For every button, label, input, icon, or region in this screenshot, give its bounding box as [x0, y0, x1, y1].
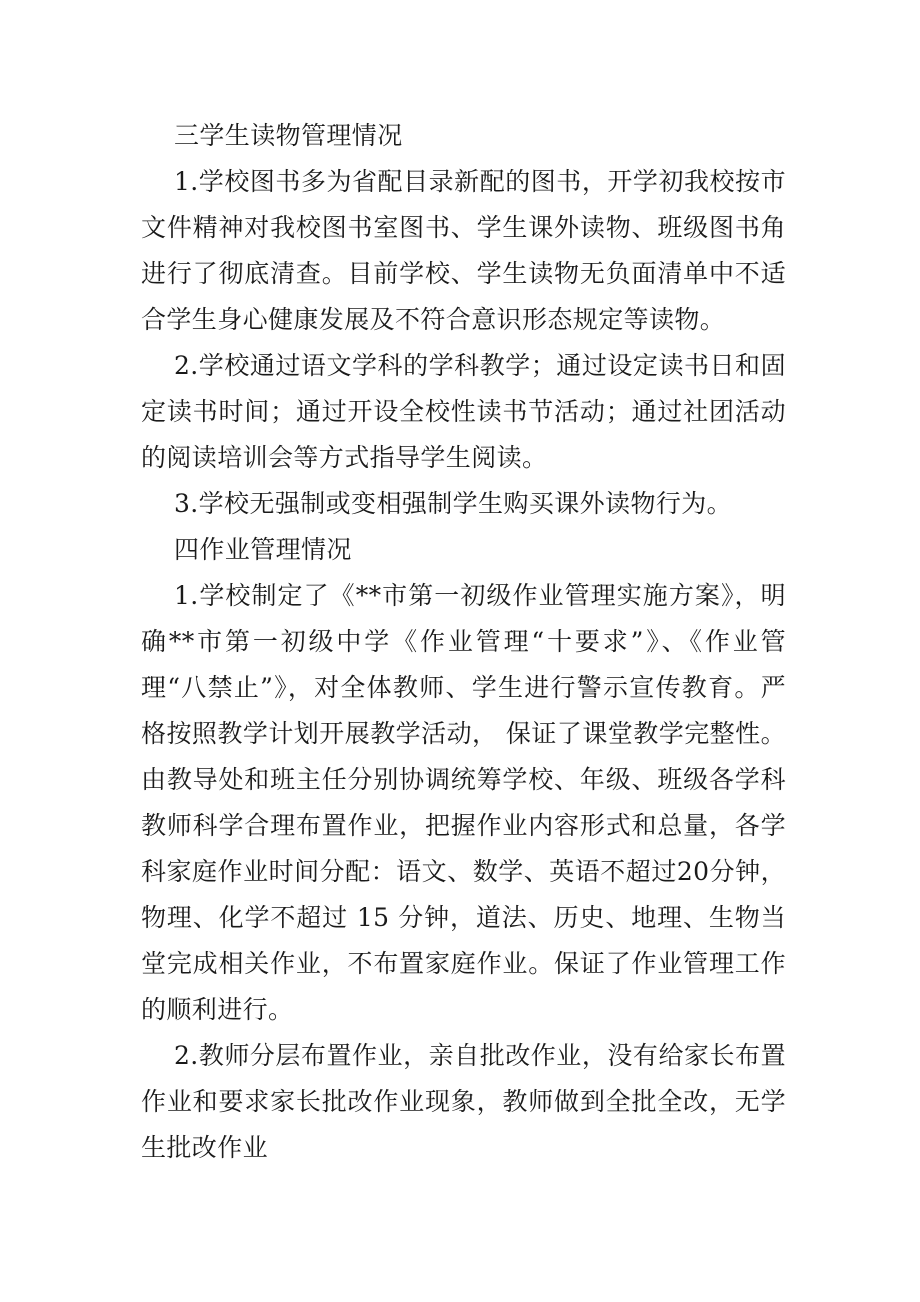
section-heading-homework: 四作业管理情况 [174, 535, 352, 564]
paragraph-reading-2: 2.学校通过语文学科的学科教学；通过设定读书日和固定读书时间；通过开设全校性读书节活动；通过社团活动的阅读培训会等方式指导学生阅读。 [141, 351, 786, 472]
paragraph-homework-1: 1.学校制定了《**市第一初级作业管理实施方案》，明确**市第一初级中学《作业管理“十要求”》、《作业管理“八禁止”》，对全体教师、学生进行警示宣传教育。严格按照教学计划开展教学活动， 保证了课堂教学完整性。由教导处和班主任分别协调统筹学校、年级、班级各学科教师科学合理布置作业，把握作业内容形式和总量，各学科家庭作业时间分配：语文、数学、英语不超过20分钟，物理、化学不超过 15 分钟，道法、历史、地理、生物当堂完成相关作业，不布置家庭作业。保证了作业管理工作的顺利进行。 [141, 581, 786, 1024]
paragraph-reading-1: 1.学校图书多为省配目录新配的图书，开学初我校按市文件精神对我校图书室图书、学生课外读物、班级图书角进行了彻底清查。目前学校、学生读物无负面清单中不适合学生身心健康发展及不符合意识形态规定等读物。 [141, 167, 786, 334]
paragraph-reading-3: 3.学校无强制或变相强制学生购买课外读物行为。 [174, 489, 733, 518]
document-body [141, 113, 786, 1171]
paragraph-homework-2: 2.教师分层布置作业，亲自批改作业，没有给家长布置作业和要求家长批改作业现象，教师做到全批全改，无学生批改作业 [141, 1041, 786, 1162]
section-heading-reading: 三学生读物管理情况 [174, 121, 403, 150]
